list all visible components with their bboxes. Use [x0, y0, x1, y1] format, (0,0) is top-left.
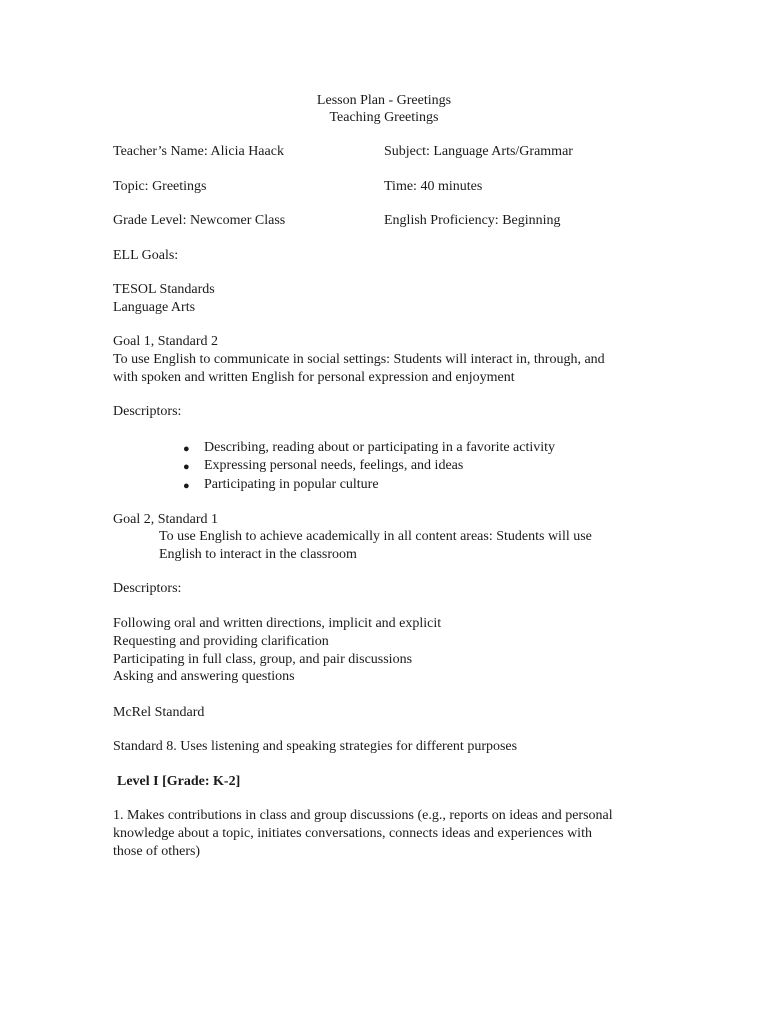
list-item: Describing, reading about or participating in a favorite activity: [204, 440, 556, 455]
goal1-text-line2: with spoken and written English for personal expression and enjoyment: [113, 370, 515, 385]
teacher-name: Teacher’s Name: Alicia Haack: [113, 144, 284, 159]
bullet-dot-icon: ●: [183, 480, 190, 492]
subject: Subject: Language Arts/Grammar: [384, 144, 573, 159]
goal1-descriptors-label: Descriptors:: [113, 404, 182, 419]
tesol-area: Language Arts: [113, 300, 196, 315]
mcrel-heading: McRel Standard: [113, 705, 205, 720]
list-item: Asking and answering questions: [113, 669, 295, 684]
document-subtitle: Teaching Greetings: [329, 110, 439, 125]
tesol-standards-heading: TESOL Standards: [113, 282, 215, 297]
goal2-text-line1: To use English to achieve academically in all content areas: Students will use: [159, 529, 592, 544]
ell-goals-label: ELL Goals:: [113, 248, 179, 263]
goal2-descriptors-label: Descriptors:: [113, 581, 182, 596]
english-proficiency: English Proficiency: Beginning: [384, 213, 561, 228]
goal2-text-line2: English to interact in the classroom: [159, 547, 357, 562]
list-item: Expressing personal needs, feelings, and ideas: [204, 458, 464, 473]
level-heading: Level I [Grade: K-2]: [117, 774, 241, 789]
topic: Topic: Greetings: [113, 179, 207, 194]
goal1-text-line1: To use English to communicate in social settings: Students will interact in, through, and: [113, 352, 605, 367]
list-item: Participating in popular culture: [204, 477, 379, 492]
bullet-dot-icon: ●: [183, 461, 190, 473]
point1-line1: 1. Makes contributions in class and group discussions (e.g., reports on ideas and personal: [113, 808, 613, 823]
list-item: Participating in full class, group, and pair discussions: [113, 652, 413, 667]
time: Time: 40 minutes: [384, 179, 483, 194]
goal2-heading: Goal 2, Standard 1: [113, 512, 218, 527]
point1-line2: knowledge about a topic, initiates conversations, connects ideas and experiences with: [113, 826, 592, 841]
grade-level: Grade Level: Newcomer Class: [113, 213, 286, 228]
list-item: Requesting and providing clarification: [113, 634, 329, 649]
document-title: Lesson Plan - Greetings: [316, 93, 452, 108]
list-item: Following oral and written directions, implicit and explicit: [113, 616, 442, 631]
bullet-dot-icon: ●: [183, 443, 190, 455]
point1-line3: those of others): [113, 844, 201, 859]
goal1-heading: Goal 1, Standard 2: [113, 334, 218, 349]
standard8-text: Standard 8. Uses listening and speaking strategies for different purposes: [113, 739, 518, 754]
